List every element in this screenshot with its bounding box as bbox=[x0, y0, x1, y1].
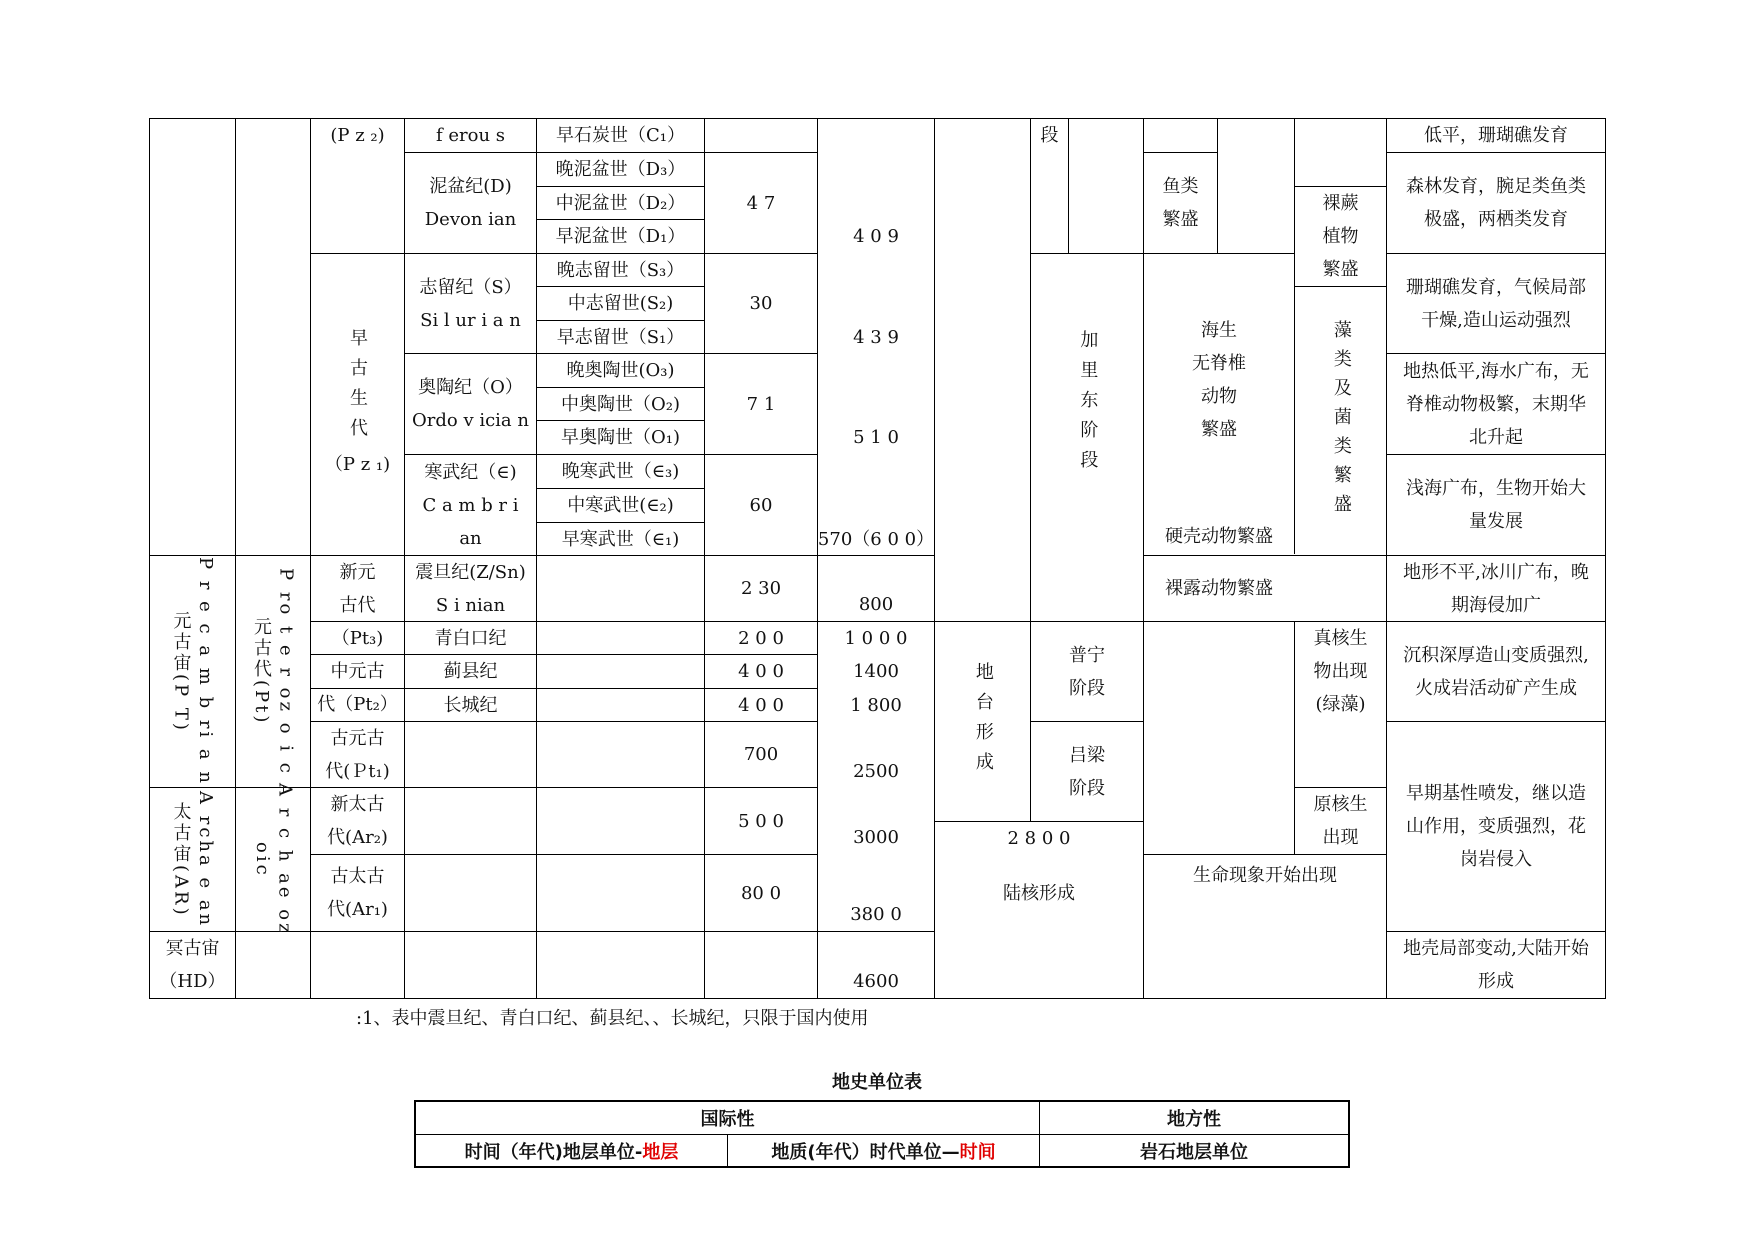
life-fern bbox=[1295, 187, 1386, 286]
life-marine-l1: 海生 bbox=[1201, 320, 1237, 341]
period-cambrian bbox=[405, 455, 536, 555]
eon-archean-en: A rcha e an bbox=[195, 790, 217, 929]
period-sinian bbox=[405, 556, 536, 621]
start-cambrian: 570（6 0 0） bbox=[817, 528, 935, 550]
unit-table-international: 国际性 bbox=[700, 1109, 755, 1130]
unit-table-geo-time bbox=[728, 1135, 1039, 1166]
feature-neoarchean bbox=[1387, 722, 1605, 931]
eon-precambrian bbox=[150, 556, 235, 787]
epoch-early-silurian: 早志留世（S₁） bbox=[556, 326, 685, 348]
feature-neoarchean-text: 早期基性喷发，继以造山作用，变质强烈，花岗岩侵入 bbox=[1406, 783, 1586, 870]
tectonic-2800: 2 8 0 0 bbox=[1007, 827, 1071, 849]
era-eoarchean-l2: 代(Ar₁) bbox=[327, 899, 388, 920]
period-carboniferous-en: f erou s bbox=[435, 125, 506, 146]
life-fern-l2: 植物 bbox=[1322, 226, 1359, 247]
period-sinian-en: S i nian bbox=[435, 594, 506, 616]
epoch-early-devonian: 早泥盆世（D₁） bbox=[555, 226, 686, 247]
period-devonian-en: Devon ian bbox=[424, 209, 517, 230]
tectonic-platform bbox=[935, 622, 1030, 821]
era-pz2-code: (P z ₂) bbox=[330, 125, 385, 146]
duration-silurian: 30 bbox=[749, 293, 773, 314]
feature-ordovician-text: 地热低平,海水广布，无脊椎动物极繁，末期华北升起 bbox=[1403, 360, 1589, 448]
tectonic-jinning-l2: 阶段 bbox=[1069, 677, 1105, 699]
life-marine-l2: 无脊椎 bbox=[1192, 353, 1246, 374]
feature-cambrian-text: 浅海广布，生物开始大量发展 bbox=[1406, 478, 1586, 532]
eon-proterozoic-cn: 元古代(Pt) bbox=[251, 617, 272, 726]
feature-hadean bbox=[1387, 932, 1605, 998]
unit-table-geo-time-b: 时间 bbox=[959, 1141, 996, 1163]
era-early-paleozoic bbox=[311, 254, 404, 555]
period-ordovician-en: Ordo v icia n bbox=[412, 410, 529, 431]
life-algae-text: 藻类及菌类繁盛 bbox=[1330, 319, 1352, 523]
period-jixian: 蓟县纪 bbox=[443, 661, 498, 682]
start-silurian: 4 3 9 bbox=[853, 326, 899, 348]
feature-jixian-text: 沉积深厚造山变质强烈,火成岩活动矿产生成 bbox=[1403, 644, 1589, 699]
era-mesoproterozoic-l2: 代（Pt₂） bbox=[317, 694, 398, 715]
era-neoproterozoic-l2: 古代 bbox=[339, 595, 376, 616]
eon-precambrian-cn: 元古宙(P T) bbox=[170, 610, 192, 733]
start-changcheng: 1 800 bbox=[850, 694, 902, 716]
epoch-middle-ordovician: 中奥陶世（O₂) bbox=[561, 393, 680, 415]
period-cambrian-cn: 寒武纪（∈) bbox=[424, 461, 517, 483]
unit-table-rock: 岩石地层单位 bbox=[1140, 1141, 1248, 1163]
era-eoarchean-l1: 古太古 bbox=[330, 866, 385, 887]
feature-jixian bbox=[1387, 622, 1605, 721]
life-marine-l4: 繁盛 bbox=[1201, 419, 1237, 440]
life-fish bbox=[1144, 153, 1217, 253]
life-eukaryote-l3: (绿藻) bbox=[1315, 694, 1366, 715]
eon-archaeozoic bbox=[236, 783, 310, 936]
start-ordovician: 5 1 0 bbox=[853, 427, 899, 448]
era-neoarchean bbox=[311, 788, 404, 854]
duration-ordovician: 7 1 bbox=[746, 393, 776, 415]
tectonic-platform-text: 地台形成 bbox=[972, 661, 994, 782]
unit-table-time-strat-b: 地层 bbox=[642, 1141, 679, 1163]
period-cambrian-en-2: an bbox=[459, 527, 482, 549]
footnote: :1、表中震旦纪、青白口纪、蓟县纪、、长城纪，只限于国内使用 bbox=[356, 1008, 869, 1029]
start-devonian: 4 0 9 bbox=[853, 226, 899, 247]
eon-hadean-l2: （HD） bbox=[159, 971, 226, 992]
start-jixian: 1400 bbox=[853, 661, 899, 682]
epoch-early-carboniferous: 早石炭世（C₁） bbox=[556, 125, 685, 146]
era-early-paleozoic-name: 早古生代 bbox=[347, 328, 368, 448]
unit-table-local: 地方性 bbox=[1167, 1109, 1221, 1130]
life-origin: 生命现象开始出现 bbox=[1193, 864, 1337, 886]
era-neoproterozoic-l1: 新元 bbox=[339, 562, 376, 583]
era-neoarchean-l1: 新太古 bbox=[330, 794, 385, 815]
duration-qingbaikou: 2 0 0 bbox=[738, 627, 784, 649]
eon-archaeozoic-en2: oic bbox=[252, 841, 273, 878]
period-devonian-cn: 泥盆纪(D) bbox=[429, 176, 512, 197]
duration-cambrian: 60 bbox=[749, 494, 773, 516]
feature-cambrian bbox=[1387, 455, 1605, 555]
period-silurian-en: Si l ur i a n bbox=[420, 309, 521, 331]
life-shelled: 硬壳动物繁盛 bbox=[1165, 526, 1273, 547]
life-prokaryote bbox=[1295, 788, 1386, 854]
duration-devonian: 4 7 bbox=[746, 192, 776, 214]
life-eukaryote bbox=[1295, 622, 1386, 721]
life-fish-l2: 繁盛 bbox=[1162, 209, 1199, 230]
start-qingbaikou: 1 0 0 0 bbox=[844, 627, 908, 649]
tectonic-caledonian bbox=[1031, 254, 1143, 555]
eon-archaeozoic-en: A r c h ae oz bbox=[274, 783, 296, 936]
life-naked: 裸露动物繁盛 bbox=[1165, 578, 1273, 599]
life-fern-l3: 繁盛 bbox=[1322, 259, 1359, 280]
unit-table-title: 地史单位表 bbox=[832, 1072, 922, 1093]
feature-hadean-text: 地壳局部变动,大陆开始形成 bbox=[1403, 938, 1589, 992]
life-fish-l1: 鱼类 bbox=[1162, 176, 1199, 197]
period-qingbaikou: 青白口纪 bbox=[434, 627, 507, 649]
tectonic-jinning-l1: 普宁 bbox=[1069, 644, 1105, 666]
period-devonian bbox=[405, 153, 536, 253]
life-marine-l3: 动物 bbox=[1201, 386, 1237, 407]
era-paleoproterozoic bbox=[311, 722, 404, 787]
duration-eoarchean: 80 0 bbox=[740, 882, 782, 904]
period-changcheng: 长城纪 bbox=[443, 694, 498, 716]
era-mesoproterozoic-l1: 中元古 bbox=[330, 661, 385, 682]
life-marine-invertebrates bbox=[1144, 320, 1294, 440]
era-mesoproterozoic bbox=[311, 655, 404, 721]
era-eoarchean bbox=[311, 855, 404, 931]
start-paleoproterozoic: 2500 bbox=[853, 760, 899, 782]
feature-sinian-text: 地形不平,冰川广布，晚期海侵加广 bbox=[1403, 561, 1589, 616]
epoch-late-cambrian: 晚寒武世（∈₃) bbox=[561, 461, 680, 482]
eon-archean-cn: 太古宙(AR) bbox=[170, 801, 192, 918]
period-ordovician bbox=[405, 354, 536, 454]
era-neoproterozoic-l3: （Pt₃) bbox=[331, 628, 384, 649]
tectonic-core: 陆核形成 bbox=[1003, 882, 1075, 904]
life-prokaryote-l1: 原核生 bbox=[1313, 794, 1368, 815]
feature-ordovician bbox=[1387, 354, 1605, 454]
eon-hadean-l1: 冥古宙 bbox=[165, 938, 220, 959]
era-paleoproterozoic-l1: 古元古 bbox=[330, 727, 385, 749]
life-algae bbox=[1295, 287, 1386, 555]
tectonic-jinning bbox=[1031, 622, 1143, 721]
unit-table-time-strat-a: 时间（年代)地层单位- bbox=[464, 1141, 643, 1163]
duration-sinian: 2 30 bbox=[740, 578, 782, 599]
tectonic-lvliang-l1: 吕梁 bbox=[1069, 744, 1105, 766]
feature-sinian bbox=[1387, 556, 1605, 621]
life-eukaryote-l2: 物出现 bbox=[1313, 661, 1368, 682]
period-cambrian-en-1: C a m b r i bbox=[422, 494, 519, 516]
epoch-early-cambrian: 早寒武世（∈₁) bbox=[561, 528, 680, 550]
era-paleoproterozoic-l2: 代(Ｐt₁) bbox=[325, 760, 390, 782]
tectonic-lvliang bbox=[1031, 722, 1143, 821]
epoch-middle-silurian: 中志留世(S₂) bbox=[567, 293, 674, 314]
duration-paleoproterozoic: 700 bbox=[743, 744, 779, 765]
life-fern-l1: 裸蕨 bbox=[1322, 193, 1359, 214]
unit-table-geo-time-a: 地质(年代）时代单位— bbox=[771, 1141, 960, 1163]
epoch-middle-devonian: 中泥盆世（D₂） bbox=[555, 192, 686, 214]
epoch-late-ordovician: 晚奥陶世(O₃) bbox=[566, 360, 675, 381]
duration-neoarchean: 5 0 0 bbox=[738, 810, 784, 832]
unit-table bbox=[414, 1100, 1350, 1168]
duration-changcheng: 4 0 0 bbox=[738, 694, 784, 716]
feature-carboniferous: 低平，珊瑚礁发育 bbox=[1424, 125, 1568, 146]
feature-devonian-text: 森林发育，腕足类鱼类极盛，两栖类发育 bbox=[1406, 176, 1586, 230]
tectonic-lvliang-l2: 阶段 bbox=[1069, 777, 1105, 799]
period-silurian-cn: 志留纪（S） bbox=[419, 276, 522, 298]
life-eukaryote-l1: 真核生 bbox=[1313, 628, 1368, 649]
start-sinian: 800 bbox=[858, 594, 894, 615]
tectonic-caledonian-text: 加里东阶段 bbox=[1077, 329, 1099, 480]
start-neoarchean: 3000 bbox=[853, 827, 899, 848]
period-silurian bbox=[405, 254, 536, 353]
period-sinian-cn: 震旦纪(Z/Sn) bbox=[415, 561, 526, 583]
eon-archean bbox=[150, 788, 235, 931]
eon-proterozoic-en: P ro t e r oz o i c bbox=[275, 567, 297, 776]
epoch-late-devonian: 晚泥盆世（D₃） bbox=[555, 159, 686, 180]
feature-silurian-text: 珊瑚礁发育，气候局部干燥,造山运动强烈 bbox=[1406, 276, 1586, 331]
epoch-middle-cambrian: 中寒武世(∈₂) bbox=[567, 495, 674, 516]
eon-precambrian-en: P r e c a m b ri a n bbox=[195, 557, 217, 786]
tectonic-segment: 段 bbox=[1040, 125, 1059, 146]
unit-table-time-strat bbox=[416, 1135, 727, 1166]
eon-hadean bbox=[150, 932, 235, 998]
feature-devonian bbox=[1387, 153, 1605, 253]
epoch-late-silurian: 晚志留世（S₃） bbox=[556, 259, 685, 281]
era-neoarchean-l2: 代(Ar₂) bbox=[327, 827, 388, 848]
eon-proterozoic bbox=[236, 556, 310, 787]
period-ordovician-cn: 奥陶纪（O） bbox=[418, 377, 523, 398]
era-early-paleozoic-code: （P z ₁) bbox=[324, 454, 391, 475]
life-prokaryote-l2: 出现 bbox=[1322, 827, 1359, 848]
start-eoarchean: 380 0 bbox=[850, 904, 902, 925]
feature-silurian bbox=[1387, 254, 1605, 353]
duration-jixian: 4 0 0 bbox=[738, 661, 784, 682]
start-hadean: 4600 bbox=[853, 971, 899, 992]
epoch-early-ordovician: 早奥陶世（O₁) bbox=[561, 427, 680, 448]
era-neoproterozoic bbox=[311, 556, 404, 655]
